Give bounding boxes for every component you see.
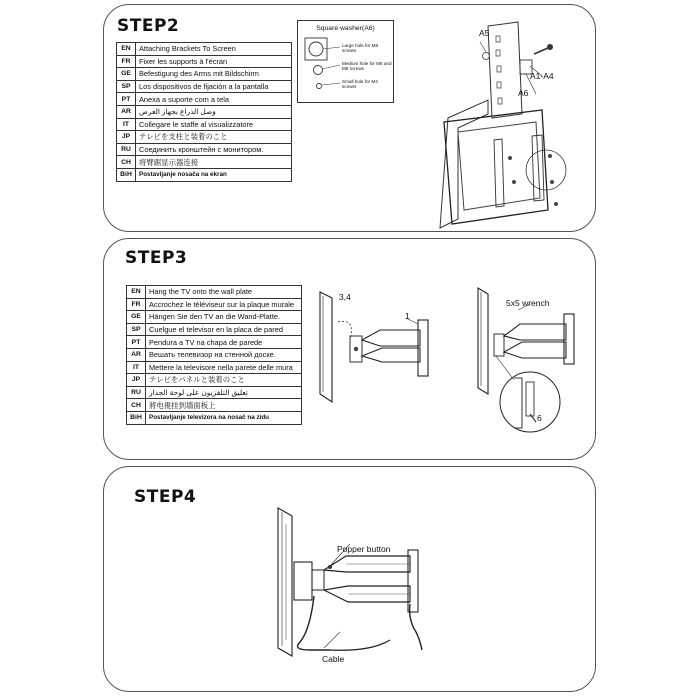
language-code: EN	[117, 43, 136, 56]
language-code: GE	[127, 311, 146, 324]
arm-upper	[362, 330, 420, 346]
language-code: BiH	[127, 411, 146, 424]
instruction-text: تعليق التلفزيون على لوحة الجدار	[146, 386, 302, 399]
step2-bracket-diagram	[430, 14, 590, 230]
washer-title: Square washer(A6)	[316, 25, 375, 32]
step3-hang-tv-diagram	[310, 284, 440, 404]
instruction-text: Befestigung des Arms mit Bildschirm	[136, 68, 292, 81]
label-5x5-wrench: 5x5 wrench	[506, 298, 550, 308]
bracket-strip-upper	[488, 22, 522, 118]
language-row	[127, 411, 302, 424]
instruction-text: テレビを支柱と装着のこと	[136, 131, 292, 144]
tv-inner-frame	[458, 122, 540, 210]
language-code: FR	[127, 298, 146, 311]
tv-bracket-left	[494, 139, 504, 207]
washer-large-hole-text: Large hole for M8 screws	[342, 43, 379, 54]
washer-diagram	[297, 20, 394, 103]
step2-title: STEP2	[117, 16, 180, 36]
language-code: JP	[117, 131, 136, 144]
washer-small-hole-text: Small hole for M4 screws	[342, 79, 378, 90]
language-row	[127, 311, 302, 324]
language-code: CH	[127, 399, 146, 412]
label-a6: A6	[518, 88, 529, 98]
instruction-text: テレビをパネルと装着のこと	[146, 374, 302, 387]
language-row	[117, 55, 292, 68]
language-code: RU	[117, 143, 136, 156]
language-code: SP	[117, 80, 136, 93]
label-popper-button: Popper button	[337, 544, 391, 554]
language-row	[117, 68, 292, 81]
language-code: PT	[127, 336, 146, 349]
instruction-text: 将臂踞显示器连接	[136, 156, 292, 169]
language-code: IT	[127, 361, 146, 374]
tv-side-profile-3	[278, 508, 292, 656]
instruction-text: Collegare le staffe al visualizzatore	[136, 118, 292, 131]
language-code: RU	[127, 386, 146, 399]
instruction-text: Fixer les supports à l'écran	[136, 55, 292, 68]
language-code: PT	[117, 93, 136, 106]
instruction-text: Postavljanje nosača na ekran	[136, 168, 292, 181]
language-row	[117, 80, 292, 93]
language-row	[117, 105, 292, 118]
instruction-text: Attaching Brackets To Screen	[136, 43, 292, 56]
language-code: EN	[127, 286, 146, 299]
instruction-text: Accrochez le téléviseur sur la plaque murale	[146, 298, 302, 311]
language-row	[127, 286, 302, 299]
language-row	[127, 386, 302, 399]
instruction-text: Pendura a TV na chapa de parede	[146, 336, 302, 349]
instruction-text: Anexa a suporte com a tela	[136, 93, 292, 106]
language-row	[117, 168, 292, 181]
label-1: 1	[405, 311, 410, 321]
washer-medium-hole-text: Medium hole for M5 and M6 screws	[342, 61, 392, 72]
language-code: JP	[127, 374, 146, 387]
tv-side-profile-2	[478, 288, 488, 394]
language-row	[117, 118, 292, 131]
tv-side-profile	[320, 292, 332, 402]
language-row	[117, 131, 292, 144]
language-row	[117, 143, 292, 156]
instruction-text: Mettere la televisore nella parete delle mura	[146, 361, 302, 374]
language-code: CH	[117, 156, 136, 169]
large-hole	[309, 42, 323, 56]
detail-zoom-circle	[500, 372, 560, 432]
language-code: IT	[117, 118, 136, 131]
instruction-text: Los dispositivos de fijación a la pantalla	[136, 80, 292, 93]
step4-cable-diagram	[270, 500, 450, 660]
language-code: GE	[117, 68, 136, 81]
step3-title: STEP3	[125, 248, 188, 268]
language-row	[127, 399, 302, 412]
label-a5: A5	[479, 28, 490, 38]
language-code: BiH	[117, 168, 136, 181]
step3-language-table	[126, 285, 302, 425]
popper-button	[328, 565, 332, 569]
instruction-text: Postavljanje televizora na nosač na zidu	[146, 411, 302, 424]
language-row	[117, 43, 292, 56]
language-row	[117, 156, 292, 169]
instruction-text: Cuelgue el televisor en la placa de pared	[146, 323, 302, 336]
small-hole	[317, 84, 322, 89]
language-row	[127, 374, 302, 387]
language-code: AR	[127, 348, 146, 361]
label-3-4: 3,4	[339, 292, 351, 302]
label-6: 6	[537, 413, 542, 423]
language-row	[127, 323, 302, 336]
instruction-text: Соединить кронштейн с монитором.	[136, 143, 292, 156]
cable-line	[298, 596, 330, 650]
language-row	[117, 93, 292, 106]
language-code: AR	[117, 105, 136, 118]
label-cable: Cable	[322, 654, 345, 664]
instruction-text: Hängen Sie den TV an die Wand-Platte.	[146, 311, 302, 324]
language-code: SP	[127, 323, 146, 336]
language-row	[127, 336, 302, 349]
step4-title: STEP4	[134, 487, 197, 507]
instruction-text: 將电視挂到墙面板上	[146, 399, 302, 412]
arm-lower	[362, 348, 420, 362]
instruction-text: Вешать телевизор на стенной доске.	[146, 348, 302, 361]
language-row	[127, 361, 302, 374]
step3-wrench-diagram	[470, 284, 590, 454]
language-row	[127, 298, 302, 311]
step2-language-table	[116, 42, 292, 182]
label-a1-a4: A1-A4	[530, 71, 554, 81]
language-row	[127, 348, 302, 361]
language-code: FR	[117, 55, 136, 68]
instruction-text: Hang the TV onto the wall plate	[146, 286, 302, 299]
medium-hole	[314, 66, 323, 75]
instruction-text: وصل الذراع بجهاز العرض	[136, 105, 292, 118]
